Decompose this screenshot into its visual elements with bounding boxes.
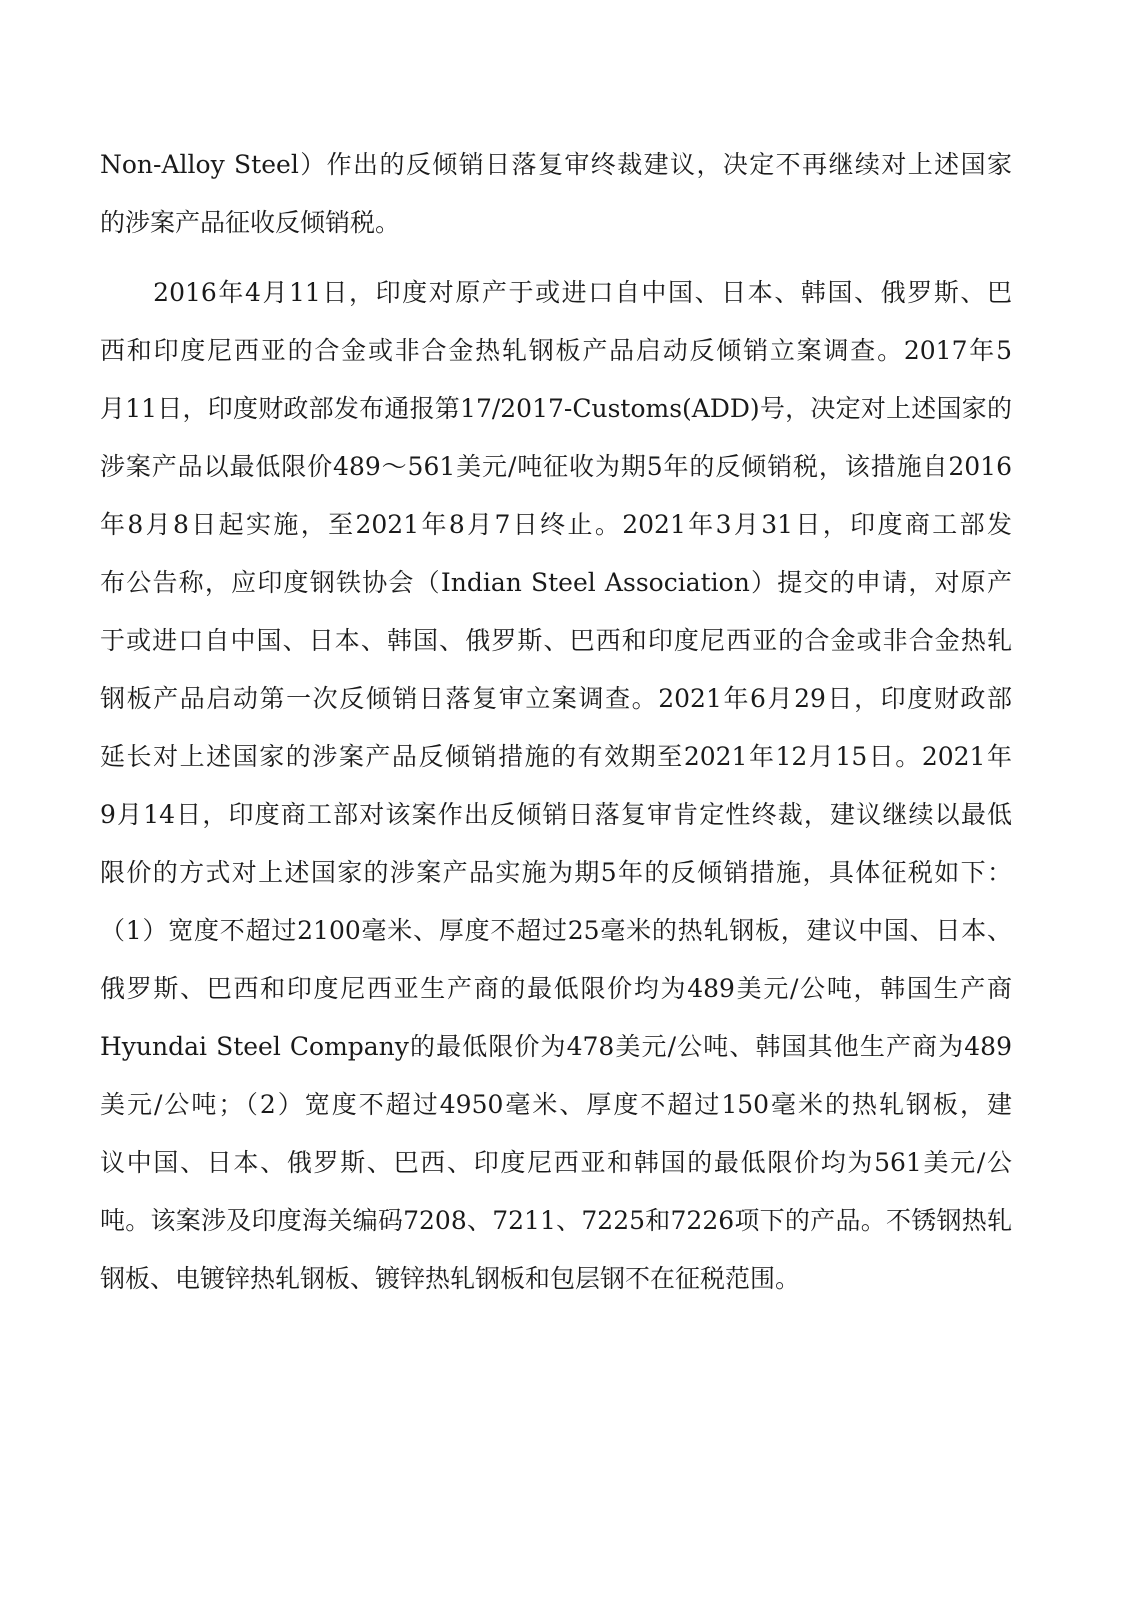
text-line: 于或进口自中国、日本、韩国、俄罗斯、巴西和印度尼西亚的合金或非合金热轧 (100, 626, 1012, 655)
text-line: 布公告称，应印度钢铁协会（Indian Steel Association）提交的申请，对原产 (100, 568, 1012, 597)
text-line: 吨。该案涉及印度海关编码7208、7211、7225和7226项下的产品。不锈钢热轧 (100, 1206, 1012, 1235)
text-line: 2016年4月11日，印度对原产于或进口自中国、日本、韩国、俄罗斯、巴 (100, 278, 1012, 307)
text-line: Non-Alloy Steel）作出的反倾销日落复审终裁建议，决定不再继续对上述国家 (100, 150, 1012, 179)
paragraph-hot-rolled-steel-case (100, 264, 1012, 1308)
text-line: 月11日，印度财政部发布通报第17/2017-Customs(ADD)号，决定对上述国家的 (100, 394, 1012, 423)
text-line: 议中国、日本、俄罗斯、巴西、印度尼西亚和韩国的最低限价均为561美元/公 (100, 1148, 1012, 1177)
text-line: 俄罗斯、巴西和印度尼西亚生产商的最低限价均为489美元/公吨，韩国生产商 (100, 974, 1012, 1003)
text-line: Hyundai Steel Company的最低限价为478美元/公吨、韩国其他生产商为489 (100, 1032, 1012, 1061)
text-line: 美元/公吨；（2）宽度不超过4950毫米、厚度不超过150毫米的热轧钢板，建 (100, 1090, 1012, 1119)
paragraph-continuation (100, 136, 1012, 252)
text-line: 9月14日，印度商工部对该案作出反倾销日落复审肯定性终裁，建议继续以最低 (100, 800, 1012, 829)
text-line: 的涉案产品征收反倾销税。 (100, 208, 401, 237)
text-line: 年8月8日起实施，至2021年8月7日终止。2021年3月31日，印度商工部发 (100, 510, 1012, 539)
text-line: 限价的方式对上述国家的涉案产品实施为期5年的反倾销措施，具体征税如下： (100, 858, 1012, 887)
text-line: （1）宽度不超过2100毫米、厚度不超过25毫米的热轧钢板，建议中国、日本、 (100, 916, 1012, 945)
text-line: 西和印度尼西亚的合金或非合金热轧钢板产品启动反倾销立案调查。2017年5 (100, 336, 1012, 365)
paragraph-gap (100, 252, 1012, 264)
text-line: 钢板产品启动第一次反倾销日落复审立案调查。2021年6月29日，印度财政部 (100, 684, 1012, 713)
text-line: 延长对上述国家的涉案产品反倾销措施的有效期至2021年12月15日。2021年 (100, 742, 1012, 771)
text-line: 钢板、电镀锌热轧钢板、镀锌热轧钢板和包层钢不在征税范围。 (100, 1264, 801, 1293)
text-line: 涉案产品以最低限价489～561美元/吨征收为期5年的反倾销税，该措施自2016 (100, 452, 1012, 481)
document-page (100, 136, 1012, 1308)
